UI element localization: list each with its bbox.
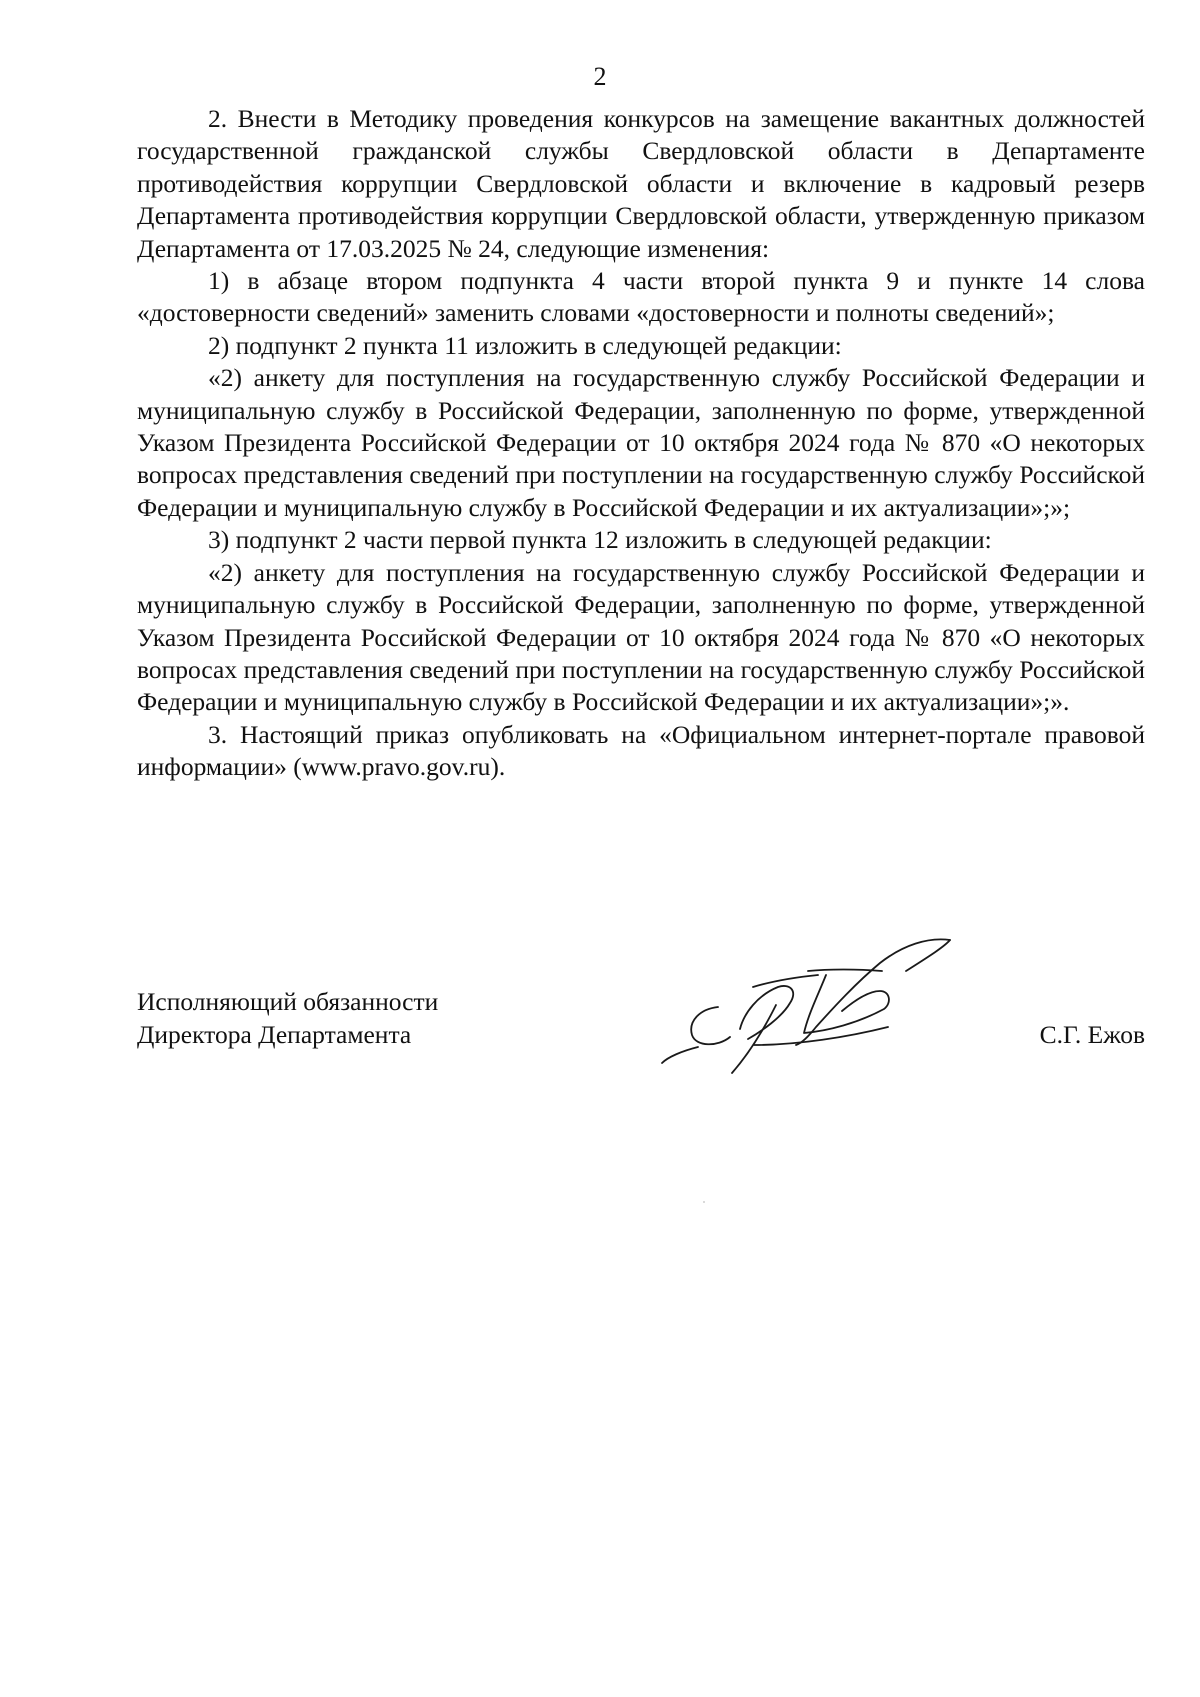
signer-position-line-1: Исполняющий обязанности	[137, 987, 439, 1016]
signer-position-line-2: Директора Департамента	[137, 1020, 412, 1049]
handwritten-signature-icon	[658, 925, 958, 1075]
paragraph-item-3: 3. Настоящий приказ опубликовать на «Официальном интернет-портале правовой информации» (www.pravo.gov.ru).	[137, 719, 1145, 782]
signature-stroke	[740, 986, 793, 1039]
page-number: 2	[593, 62, 607, 91]
paragraph-subitem-1: 1) в абзаце втором подпункта 4 части второй пункта 9 и пункте 14 слова «достоверности сведений» заменить словами «достоверности и полноты сведений»;	[137, 266, 1145, 328]
signature-block	[137, 985, 1145, 1075]
scan-speck	[703, 1201, 705, 1203]
signature-stroke	[662, 1047, 698, 1063]
paragraph-quote-2: «2) анкету для поступления на государственную службу Российской Федерации и муниципальную службу в Российской Федерации, заполненную по форме, утвержденной Указом Президента Российской Федерации от 10 октября 2024 года № 870 «О некоторых вопросах представления сведений при поступлении на государственную службу Российской Федерации и муниципальную службу в Российской Федерации и их актуализации»;».	[137, 557, 1145, 717]
signature-stroke	[732, 1005, 776, 1073]
signer-name: С.Г. Ежов	[1039, 1020, 1145, 1049]
paragraph-quote-1: «2) анкету для поступления на государственную службу Российской Федерации и муниципальную службу в Российской Федерации, заполненную по форме, утвержденной Указом Президента Российской Федерации от 10 октября 2024 года № 870 «О некоторых вопросах представления сведений при поступлении на государственную службу Российской Федерации и муниципальную службу в Российской Федерации и их актуализации»;»;	[137, 363, 1145, 522]
signer-position	[137, 985, 557, 1051]
paragraph-item-2-intro: 2. Внести в Методику проведения конкурсов на замещение вакантных должностей государственной гражданской службы Свердловской области в Департаменте противодействия коррупции Свердловской области и включение в кадровый резерв Департамента противодействия коррупции Свердловской области, утвержденную приказом Департамента от 17.03.2025 № 24, следующие изменения:	[137, 104, 1145, 263]
signature-stroke	[808, 970, 882, 972]
signature-stroke	[691, 1007, 730, 1044]
signature-stroke	[754, 1027, 888, 1045]
document-body	[137, 103, 1145, 784]
paragraph-subitem-2: 2) подпункт 2 пункта 11 изложить в следующей редакции:	[208, 330, 842, 360]
paragraph-subitem-3: 3) подпункт 2 части первой пункта 12 изложить в следующей редакции:	[208, 525, 992, 555]
signature-stroke	[804, 975, 889, 1033]
